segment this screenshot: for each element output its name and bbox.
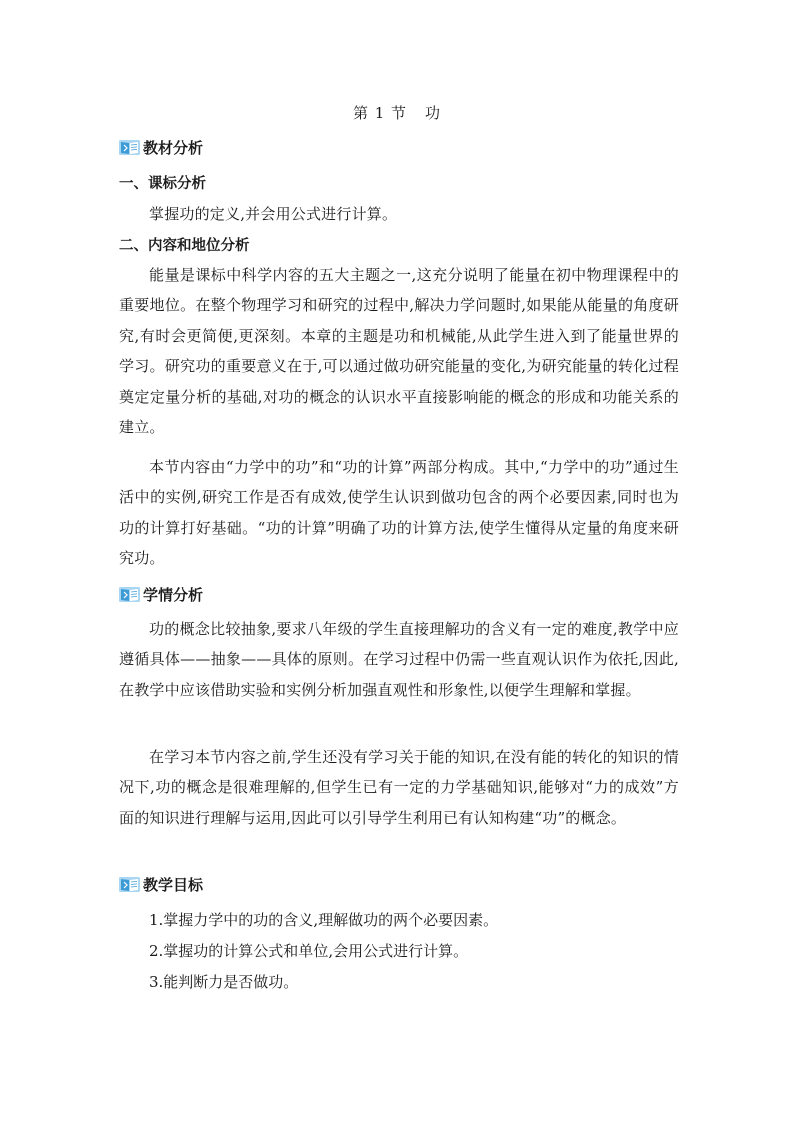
section-heading-text: 学情分析 bbox=[143, 585, 204, 604]
paragraph-curriculum: 掌握功的定义,并会用公式进行计算。 bbox=[149, 205, 398, 223]
section-number: 第 1 节 bbox=[352, 104, 408, 122]
paragraph-energy-importance: 能量是课标中科学内容的五大主题之一,这充分说明了能量在初中物理课程中的重要地位。在整个物理学习和研究的过程中,解决力学问题时,如果能从能量的角度研究,有时会更简便,更深刻。本章的主题是功和机械能,从此学生进入到了能量世界的学习。研究功的重要意义在于,可以通过做功研究能量的变化,为研究能量的转化过程奠定定量分析的基础,对功的概念的认识水平直接影响能的概念的形成和功能关系的建立。 bbox=[119, 266, 679, 437]
paragraph-prior-knowledge: 在学习本节内容之前,学生还没有学习关于能的知识,在没有能的转化的知识的情况下,功的概念是很难理解的,但学生已有一定的力学基础知识,能够对“力的成效”方面的知识进行理解与运用,因此可以引导学生利用已有认知构建“功”的概念。 bbox=[119, 748, 679, 827]
paragraph-concept-abstract: 功的概念比较抽象,要求八年级的学生直接理解功的含义有一定的难度,教学中应遵循具体——抽象——具体的原则。在学习过程中仍需一些直观认识作为依托,因此,在教学中应该借助实验和实例分析加强直观性和形象性,以便学生理解和掌握。 bbox=[119, 620, 679, 699]
section-heading-text: 教材分析 bbox=[143, 138, 204, 157]
section-name: 功 bbox=[425, 104, 442, 122]
book-icon bbox=[119, 586, 141, 603]
book-icon bbox=[119, 876, 141, 893]
goal-item: 3.能判断力是否做功。 bbox=[149, 973, 299, 991]
paragraph-section-structure: 本节内容由“力学中的功”和“功的计算”两部分构成。其中,“力学中的功”通过生活中的实例,研究工作是否有成效,使学生认识到做功包含的两个必要因素,同时也为功的计算打好基础。“功的计算”明确了功的计算方法,使学生懂得从定量的角度来研究功。 bbox=[119, 458, 679, 568]
subheading-curriculum: 一、课标分析 bbox=[119, 176, 206, 192]
section-heading-students bbox=[119, 583, 203, 605]
section-heading-text: 教学目标 bbox=[143, 875, 204, 894]
book-icon bbox=[119, 139, 141, 156]
goal-item: 1.掌握力学中的功的含义,理解做功的两个必要因素。 bbox=[149, 911, 499, 929]
section-heading-material bbox=[119, 136, 203, 158]
page-title bbox=[0, 103, 794, 123]
goal-item: 2.掌握功的计算公式和单位,会用公式进行计算。 bbox=[149, 942, 469, 960]
section-heading-goals bbox=[119, 873, 203, 895]
subheading-content-position: 二、内容和地位分析 bbox=[119, 238, 250, 254]
